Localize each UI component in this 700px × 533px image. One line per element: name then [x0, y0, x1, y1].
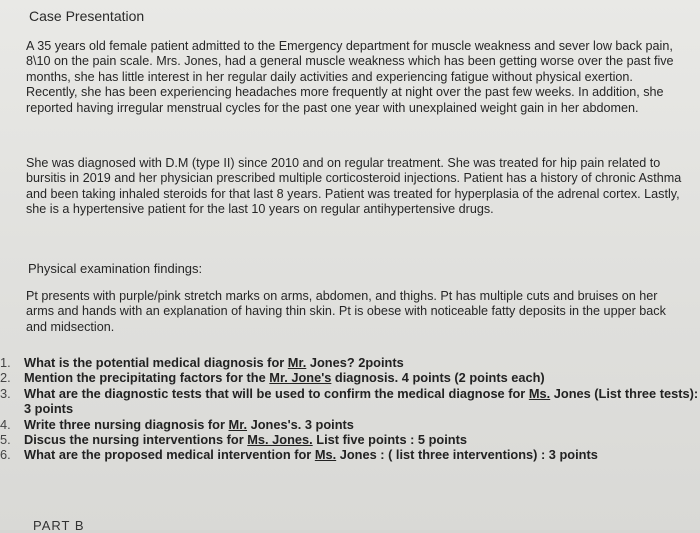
question-item: [0, 355, 700, 370]
question-text: Discus the nursing interventions for: [24, 432, 248, 448]
question-item: [0, 370, 700, 385]
part-b-label: PART B: [33, 518, 85, 533]
question-text-end: List five points : 5 points: [312, 432, 467, 448]
question-text: What is the potential medical diagnosis for: [24, 355, 288, 370]
patient-name: Ms. Jones.: [247, 432, 313, 448]
question-text-end: diagnosis. 4 points (2 points each): [331, 370, 545, 386]
question-item: [0, 417, 700, 432]
page-title: Case Presentation: [29, 8, 145, 24]
question-text-end: Jones's. 3 points: [247, 416, 354, 432]
question-text-end: Jones? 2points: [306, 355, 404, 370]
question-text: Mention the precipitating factors for the: [24, 370, 270, 386]
patient-name: Ms.: [314, 447, 337, 463]
case-paragraph-history: A 35 years old female patient admitted to the Emergency department for muscle weakness and sever low back pain, 8\10 on the pain scale. Mrs. Jones, had a general muscle weakness which has been getting worse over the past five months, she has little interest in her regular daily activities and experiencing fatigue without physical exertion. Recently, she has been experiencing headaches more frequently at night over the past few weeks. In addition, she reported having irregular menstrual cycles for the past one year with unexplained weight gain in her abdomen.: [26, 39, 674, 115]
exam-findings-paragraph: Pt presents with purple/pink stretch marks on arms, abdomen, and thighs. Pt has multiple cuts and bruises on her arms and hands with an explanation of having thin skin. Pt is obese with noticeable fatty deposits in the upper back and midsection.: [26, 289, 666, 334]
question-text: What are the diagnostic tests that will be used to confirm the medical diagnose for: [24, 385, 529, 401]
question-item: [0, 432, 700, 447]
case-paragraph-medical-history: She was diagnosed with D.M (type II) since 2010 and on regular treatment. She was treated for hip pain related to bursitis in 2019 and her physician prescribed multiple corticosteroid injections. Patient has a history of chronic Asthma and been taking inhaled steroids for that last 8 years. Patient was treated for hyperplasia of the adrenal cortex. Lastly, she is a hypertensive patient for the last 10 years on regular antihypertensive drugs.: [26, 156, 682, 217]
question-number: 5.: [0, 432, 11, 448]
question-text-end: Jones (List three tests): 3 points: [24, 385, 699, 417]
question-item: [0, 447, 700, 462]
patient-name: Ms.: [528, 385, 551, 401]
question-item: [0, 386, 700, 417]
patient-name: Mr.: [228, 416, 248, 432]
question-number: 2.: [0, 370, 11, 386]
exam-heading: Physical examination findings:: [28, 261, 203, 276]
question-text: What are the proposed medical intervention for: [24, 447, 315, 463]
question-number: 4.: [0, 416, 11, 432]
question-text-end: Jones : ( list three interventions) : 3 points: [336, 447, 598, 463]
question-text: Write three nursing diagnosis for: [24, 416, 229, 432]
patient-name: Mr.: [287, 355, 307, 370]
question-list: [0, 355, 700, 463]
patient-name: Mr. Jone's: [269, 370, 332, 386]
question-number: 1.: [0, 355, 11, 370]
question-number: 3.: [0, 385, 11, 401]
question-number: 6.: [0, 447, 11, 463]
